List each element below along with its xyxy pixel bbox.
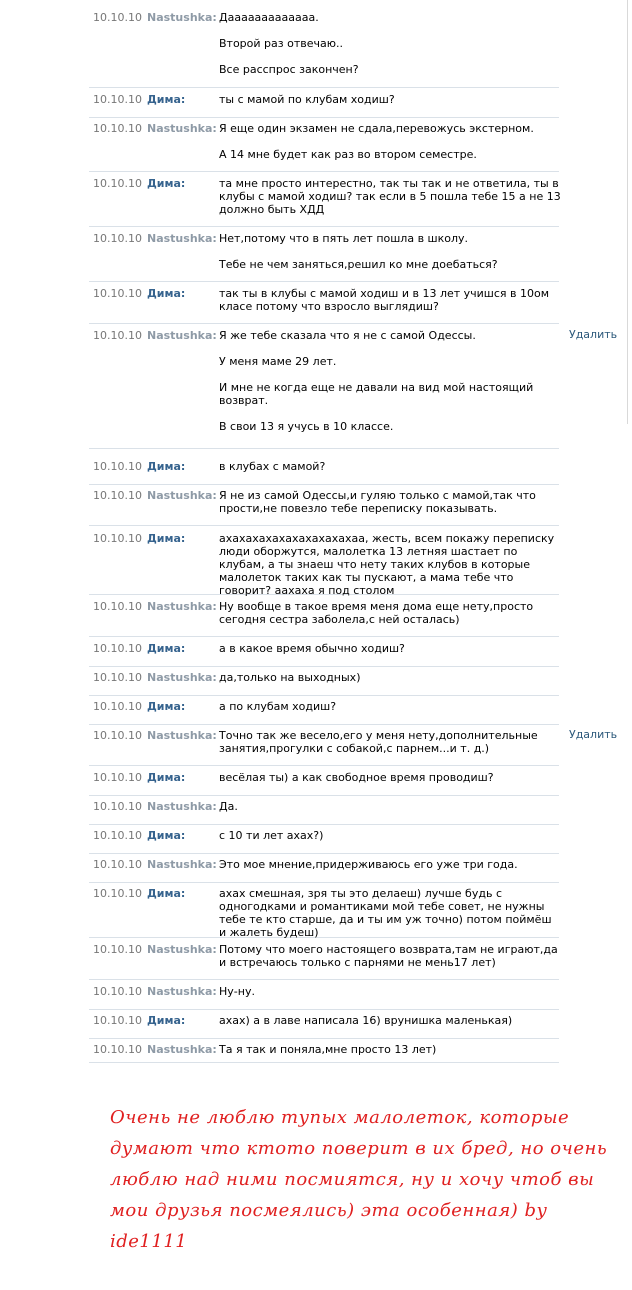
message-author-link[interactable]: Nastushka:	[147, 729, 217, 742]
message-date: 10.10.10	[93, 1043, 142, 1056]
message-line: а по клубам ходиш?	[219, 700, 337, 713]
message-line: В свои 13 я учусь в 10 классе.	[219, 420, 394, 433]
message-date: 10.10.10	[93, 771, 142, 784]
message-line: да,только на выходных)	[219, 671, 361, 684]
message-row	[89, 666, 559, 696]
message-author-link[interactable]: Дима:	[147, 460, 186, 473]
message-author-link[interactable]: Nastushka:	[147, 232, 217, 245]
message-date: 10.10.10	[93, 287, 142, 300]
message-row	[89, 455, 559, 485]
message-row	[89, 282, 559, 324]
message-row	[89, 853, 559, 883]
message-line: так ты в клубы с мамой ходиш и в 13 лет учишся в 10ом класе потому что взросло выглядиш?	[219, 287, 550, 313]
message-text	[219, 329, 561, 433]
message-text	[219, 1014, 561, 1027]
message-row	[89, 766, 559, 796]
message-author-link[interactable]: Nastushka:	[147, 11, 217, 24]
message-date: 10.10.10	[93, 829, 142, 842]
message-row	[89, 227, 559, 282]
message-row	[89, 88, 559, 118]
message-row	[89, 882, 559, 938]
message-text	[219, 460, 561, 473]
message-line: а в какое время обычно ходиш?	[219, 642, 405, 655]
message-date: 10.10.10	[93, 600, 142, 613]
message-text	[219, 642, 561, 655]
message-date: 10.10.10	[93, 985, 142, 998]
message-line: с 10 ти лет ахах?)	[219, 829, 324, 842]
message-date: 10.10.10	[93, 858, 142, 871]
message-text	[219, 177, 561, 216]
message-text	[219, 985, 561, 998]
message-row	[89, 724, 559, 766]
message-text	[219, 93, 561, 106]
message-author-link[interactable]: Nastushka:	[147, 489, 217, 502]
message-line: Я не из самой Одессы,и гуляю только с мамой,так что прости,не повезло тебе переписку показывать.	[219, 489, 536, 515]
message-line: У меня маме 29 лет.	[219, 355, 337, 368]
message-row	[89, 172, 559, 227]
message-line: Это мое мнение,придерживаюсь его уже три года.	[219, 858, 518, 871]
message-author-link[interactable]: Nastushka:	[147, 943, 217, 956]
message-date: 10.10.10	[93, 11, 142, 24]
message-row	[89, 1038, 559, 1063]
message-author-link[interactable]: Дима:	[147, 1014, 186, 1027]
message-author-link[interactable]: Nastushka:	[147, 122, 217, 135]
message-line: Нет,потому что в пять лет пошла в школу.	[219, 232, 469, 245]
message-date: 10.10.10	[93, 800, 142, 813]
message-date: 10.10.10	[93, 532, 142, 545]
message-author-link[interactable]: Дима:	[147, 700, 186, 713]
message-row	[89, 527, 559, 595]
message-row	[89, 824, 559, 854]
message-row	[89, 695, 559, 725]
message-date: 10.10.10	[93, 642, 142, 655]
message-row	[89, 938, 559, 980]
message-line: Потому что моего настоящего возврата,там не играют,да и встречаюсь только с парнями не мень17 лет)	[219, 943, 558, 969]
message-author-link[interactable]: Дима:	[147, 287, 186, 300]
message-text	[219, 671, 561, 684]
message-date: 10.10.10	[93, 489, 142, 502]
message-row	[89, 1009, 559, 1039]
message-row	[89, 484, 559, 526]
message-line: Та я так и поняла,мне просто 13 лет)	[219, 1043, 437, 1056]
message-text	[219, 943, 561, 969]
message-line: весёлая ты) а как свободное время проводиш?	[219, 771, 494, 784]
message-author-link[interactable]: Дима:	[147, 532, 186, 545]
message-author-link[interactable]: Дима:	[147, 93, 186, 106]
handwritten-annotation: Очень не люблю тупых малолеток, которые думают что ктото поверит в их бред, но очень люблю над ними посмиятся, ну и хочу чтоб вы мои друзья посмеялись) эта особенная) by ide1111	[110, 1107, 608, 1252]
message-text	[219, 887, 561, 939]
message-line: ахах) а в лаве написала 16) врунишка маленькая)	[219, 1014, 513, 1027]
message-date: 10.10.10	[93, 887, 142, 900]
page-divider-line	[627, 0, 628, 424]
message-line: ты с мамой по клубам ходиш?	[219, 93, 395, 106]
message-date: 10.10.10	[93, 177, 142, 190]
message-line: Я же тебе сказала что я не с самой Одессы.	[219, 329, 476, 342]
message-text	[219, 122, 561, 161]
message-author-link[interactable]: Nastushka:	[147, 671, 217, 684]
message-author-link[interactable]: Дима:	[147, 771, 186, 784]
message-line: ахахахахахахахахахахаа, жесть, всем покажу переписку люди оборжутся, малолетка 13 летняя шастает по клубам, а ты знаеш что нету таких клубов в которые малолеток таких как ты пускают, а мама тебе что говорит? аахаха я под столом	[219, 532, 555, 597]
message-line: Да.	[219, 800, 238, 813]
message-text	[219, 232, 561, 271]
message-date: 10.10.10	[93, 122, 142, 135]
message-date: 10.10.10	[93, 232, 142, 245]
message-date: 10.10.10	[93, 329, 142, 342]
message-date: 10.10.10	[93, 671, 142, 684]
message-author-link[interactable]: Nastushka:	[147, 600, 217, 613]
message-text	[219, 858, 561, 871]
message-line: Все расспрос закончен?	[219, 63, 359, 76]
message-row	[89, 117, 559, 172]
message-line: Ну-ну.	[219, 985, 255, 998]
message-row	[89, 6, 559, 88]
message-line: Тебе не чем заняться,решил ко мне доебаться?	[219, 258, 498, 271]
message-author-link[interactable]: Nastushka:	[147, 800, 217, 813]
message-author-link[interactable]: Дима:	[147, 829, 186, 842]
message-line: ахах смешная, зря ты это делаеш) лучше будь с одногодками и романтиками мой тебе совет, не нужны тебе те кто старше, да и ты им уж точно) потом поймёш и жалеть будеш)	[219, 887, 552, 939]
message-row	[89, 795, 559, 825]
message-date: 10.10.10	[93, 943, 142, 956]
message-author-link[interactable]: Nastushka:	[147, 985, 217, 998]
message-author-link[interactable]: Дима:	[147, 177, 186, 190]
message-line: А 14 мне будет как раз во втором семестре.	[219, 148, 477, 161]
message-author-link[interactable]: Nastushka:	[147, 1043, 217, 1056]
message-text	[219, 532, 561, 597]
message-line: И мне не когда еще не давали на вид мой настоящий возврат.	[219, 381, 534, 407]
message-text	[219, 829, 561, 842]
message-line: Дааааааааааааа.	[219, 11, 319, 24]
message-row	[89, 980, 559, 1010]
message-date: 10.10.10	[93, 1014, 142, 1027]
message-text	[219, 11, 561, 76]
message-line: Я еще один экзамен не сдала,перевожусь экстерном.	[219, 122, 534, 135]
message-author-link[interactable]: Nastushka:	[147, 329, 217, 342]
message-author-link[interactable]: Nastushka:	[147, 858, 217, 871]
message-row	[89, 595, 559, 637]
message-date: 10.10.10	[93, 460, 142, 473]
message-date: 10.10.10	[93, 700, 142, 713]
message-text	[219, 800, 561, 813]
message-date: 10.10.10	[93, 93, 142, 106]
message-line: в клубах с мамой?	[219, 460, 326, 473]
message-line: Ну вообще в такое время меня дома еще нету,просто сегодня сестра заболела,с ней осталась)	[219, 600, 534, 626]
message-text	[219, 489, 561, 515]
message-text	[219, 729, 561, 755]
message-text	[219, 1043, 561, 1056]
message-author-link[interactable]: Дима:	[147, 887, 186, 900]
message-author-link[interactable]: Дима:	[147, 642, 186, 655]
message-text	[219, 287, 561, 313]
message-line: та мне просто интерестно, так ты так и не ответила, ты в клубы с мамой ходиш? так если в 5 пошла тебе 15 а не 13 должно быть ХДД	[219, 177, 561, 216]
message-line: Второй раз отвечаю..	[219, 37, 343, 50]
message-text	[219, 700, 561, 713]
delete-message-link[interactable]: Удалить	[569, 328, 618, 341]
message-text	[219, 600, 561, 626]
message-row	[89, 637, 559, 667]
message-text	[219, 771, 561, 784]
delete-message-link[interactable]: Удалить	[569, 728, 618, 741]
message-line: Точно так же весело,его у меня нету,дополнительные занятия,прогулки с собакой,с парнем...и т. д.)	[219, 729, 538, 755]
message-row	[89, 324, 559, 449]
message-date: 10.10.10	[93, 729, 142, 742]
